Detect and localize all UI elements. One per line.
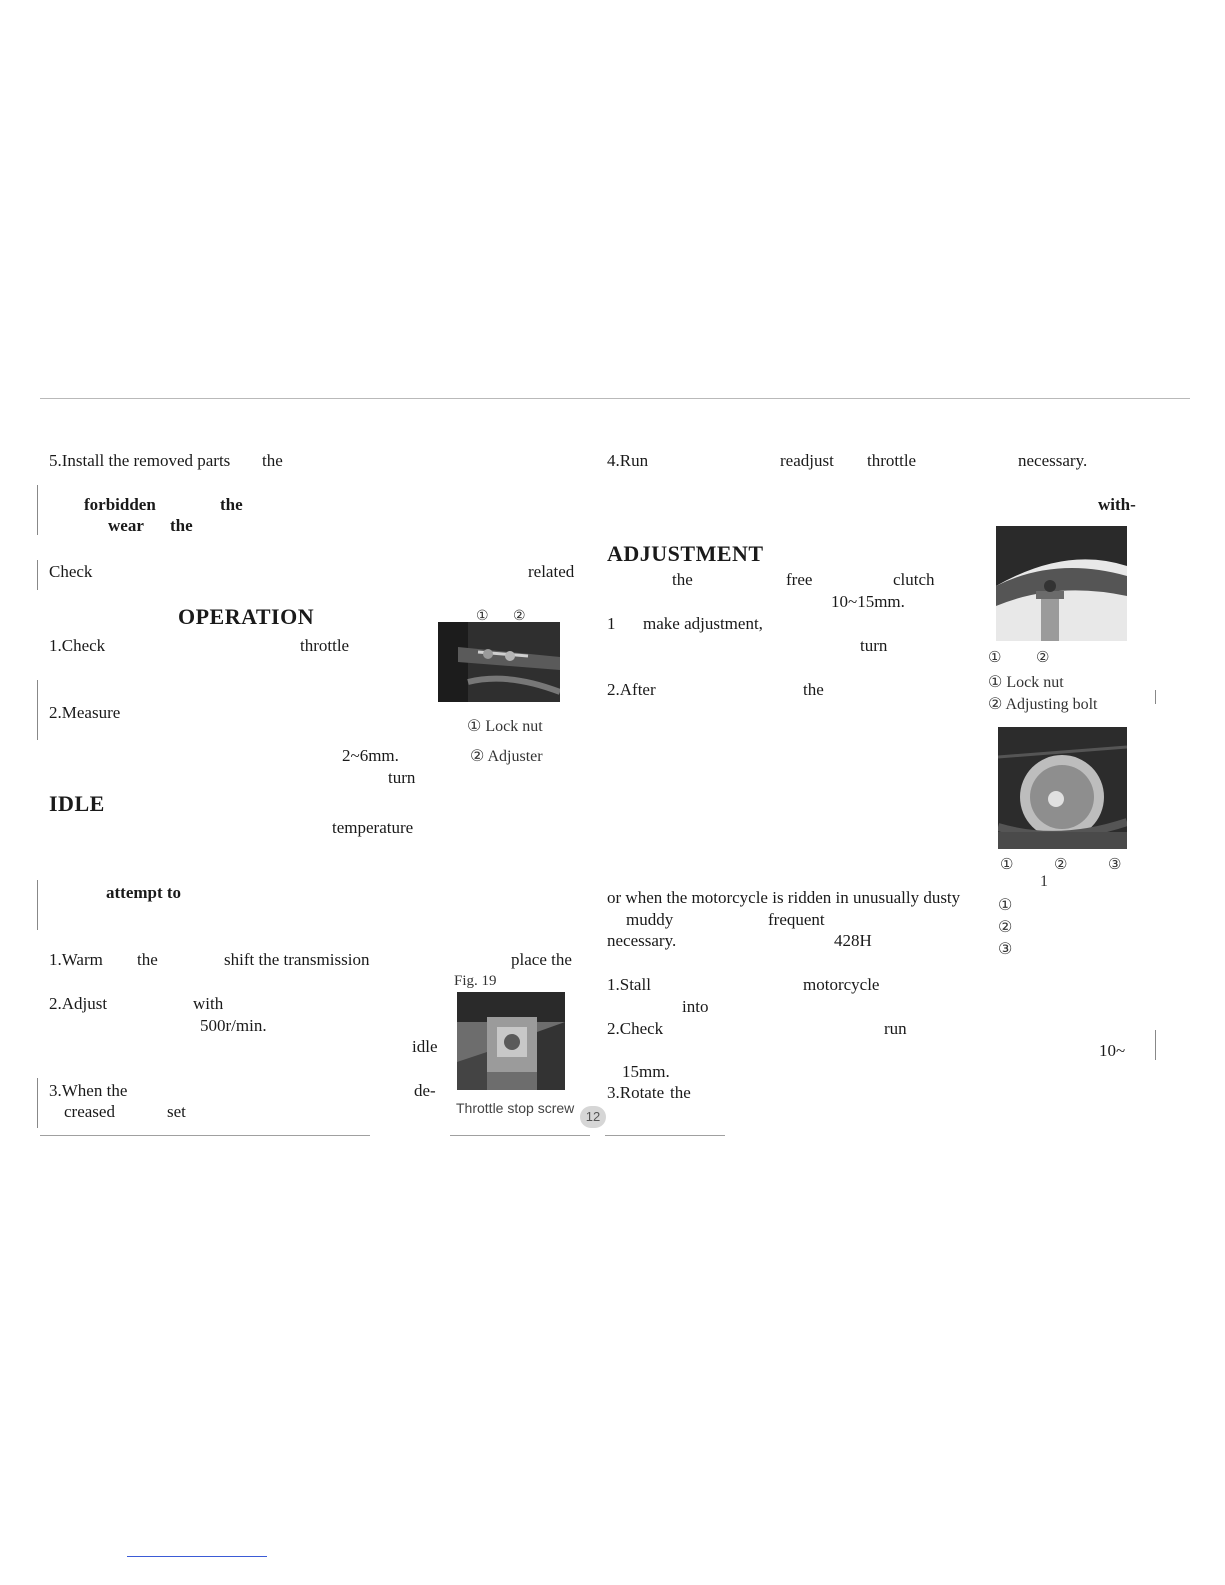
step-2-after: 2.After <box>607 680 656 699</box>
fig18-caption-lock-nut: ① Lock nut <box>467 718 543 735</box>
margin-mark <box>1155 1030 1156 1060</box>
text-attempt-to: attempt to <box>106 883 182 902</box>
text-muddy: muddy <box>626 910 674 929</box>
clutch-lever-photo <box>996 526 1127 641</box>
text-dusty-conditions: or when the motorcycle is ridden in unusually dusty <box>607 888 961 907</box>
bottom-rule-left <box>40 1135 370 1136</box>
text-run: run <box>884 1019 907 1038</box>
text-into: into <box>682 997 709 1016</box>
text-the: the <box>137 950 158 969</box>
text-clutch-free-play: 10~15mm. <box>831 592 905 611</box>
throttle-stop-screw-photo <box>457 992 565 1090</box>
text-the: the <box>672 570 693 589</box>
margin-mark <box>37 680 38 740</box>
margin-mark <box>1155 690 1156 704</box>
heading-operation: OPERATION <box>178 604 315 629</box>
text-idle-speed: 500r/min. <box>200 1016 267 1035</box>
fig18-label-2: ② <box>513 609 526 624</box>
text-free-play-range: 2~6mm. <box>342 746 399 765</box>
top-rule <box>40 398 1190 399</box>
text-the: the <box>262 451 283 470</box>
text-check: Check <box>49 562 93 581</box>
text-idle: idle <box>412 1037 438 1056</box>
text-creased: creased <box>64 1102 115 1121</box>
text-forbidden: forbidden <box>84 495 156 514</box>
bottom-link-underline <box>127 1556 267 1557</box>
bottom-rule-right <box>605 1135 725 1136</box>
text-de: de- <box>414 1081 436 1100</box>
step-5-text: 5.Install the removed parts <box>49 451 231 470</box>
chain-marker-1: ① <box>998 897 1013 914</box>
chain-label-1: ① <box>1000 857 1014 873</box>
text-set: set <box>167 1102 186 1121</box>
throttle-cable-photo <box>438 622 560 702</box>
text-clutch: clutch <box>893 570 935 589</box>
step-2-measure: 2.Measure <box>49 703 121 722</box>
clutch-label-2: ② <box>1036 650 1050 666</box>
step-4-run: 4.Run <box>607 451 649 470</box>
margin-mark <box>37 560 38 590</box>
step-3-when: 3.When the <box>49 1081 128 1100</box>
step-2-adjust: 2.Adjust <box>49 994 108 1013</box>
chain-label-3: ③ <box>1108 857 1122 873</box>
text-chain-range-start: 10~ <box>1099 1041 1126 1060</box>
text-related: related <box>528 562 575 581</box>
text-wear: wear <box>108 516 144 535</box>
chain-fig-number: 1 <box>1040 873 1048 890</box>
text-throttle: throttle <box>300 636 350 655</box>
chain-marker-2: ② <box>998 919 1013 936</box>
text-free: free <box>786 570 813 589</box>
text-chain-428h: 428H <box>834 931 872 950</box>
text-turn: turn <box>860 636 888 655</box>
fig19-label: Fig. 19 <box>454 973 497 989</box>
step-1-check: 1.Check <box>49 636 106 655</box>
text-the: the <box>220 495 243 514</box>
heading-adjustment: ADJUSTMENT <box>607 541 764 566</box>
clutch-caption-adjusting-bolt: ② Adjusting bolt <box>988 696 1098 713</box>
text-make-adjustment: make adjustment, <box>643 614 763 633</box>
step-2-check: 2.Check <box>607 1019 664 1038</box>
clutch-caption-lock-nut: ① Lock nut <box>988 674 1064 691</box>
chain-marker-3: ③ <box>998 941 1013 958</box>
margin-mark <box>37 880 38 930</box>
step-3-rotate: 3.Rotate <box>607 1083 665 1102</box>
margin-mark <box>37 485 38 535</box>
text-the: the <box>803 680 824 699</box>
text-with: with <box>193 994 224 1013</box>
text-temperature: temperature <box>332 818 414 837</box>
text-1: 1 <box>607 614 616 633</box>
drive-chain-photo <box>998 727 1127 849</box>
fig18-label-1: ① <box>476 609 489 624</box>
page-number: 12 <box>580 1106 606 1128</box>
chain-label-2: ② <box>1054 857 1068 873</box>
text-throttle: throttle <box>867 451 917 470</box>
text-with: with- <box>1098 495 1136 514</box>
text-readjust: readjust <box>780 451 834 470</box>
step-1-stall: 1.Stall <box>607 975 651 994</box>
clutch-label-1: ① <box>988 650 1002 666</box>
step-1-warm: 1.Warm <box>49 950 103 969</box>
fig19-caption: Throttle stop screw <box>456 1100 575 1116</box>
bottom-rule-mid <box>450 1135 590 1136</box>
text-the: the <box>170 516 193 535</box>
text-shift-transmission: shift the transmission <box>224 950 370 969</box>
text-the: the <box>670 1083 691 1102</box>
text-necessary: necessary. <box>607 931 677 950</box>
text-frequent: frequent <box>768 910 825 929</box>
text-turn: turn <box>388 768 416 787</box>
text-motorcycle: motorcycle <box>803 975 880 994</box>
margin-mark <box>37 1078 38 1128</box>
fig18-caption-adjuster: ② Adjuster <box>470 748 543 765</box>
text-necessary: necessary. <box>1018 451 1088 470</box>
heading-idle: IDLE <box>49 791 105 816</box>
text-place-the: place the <box>511 950 572 969</box>
text-chain-range-end: 15mm. <box>622 1062 670 1081</box>
